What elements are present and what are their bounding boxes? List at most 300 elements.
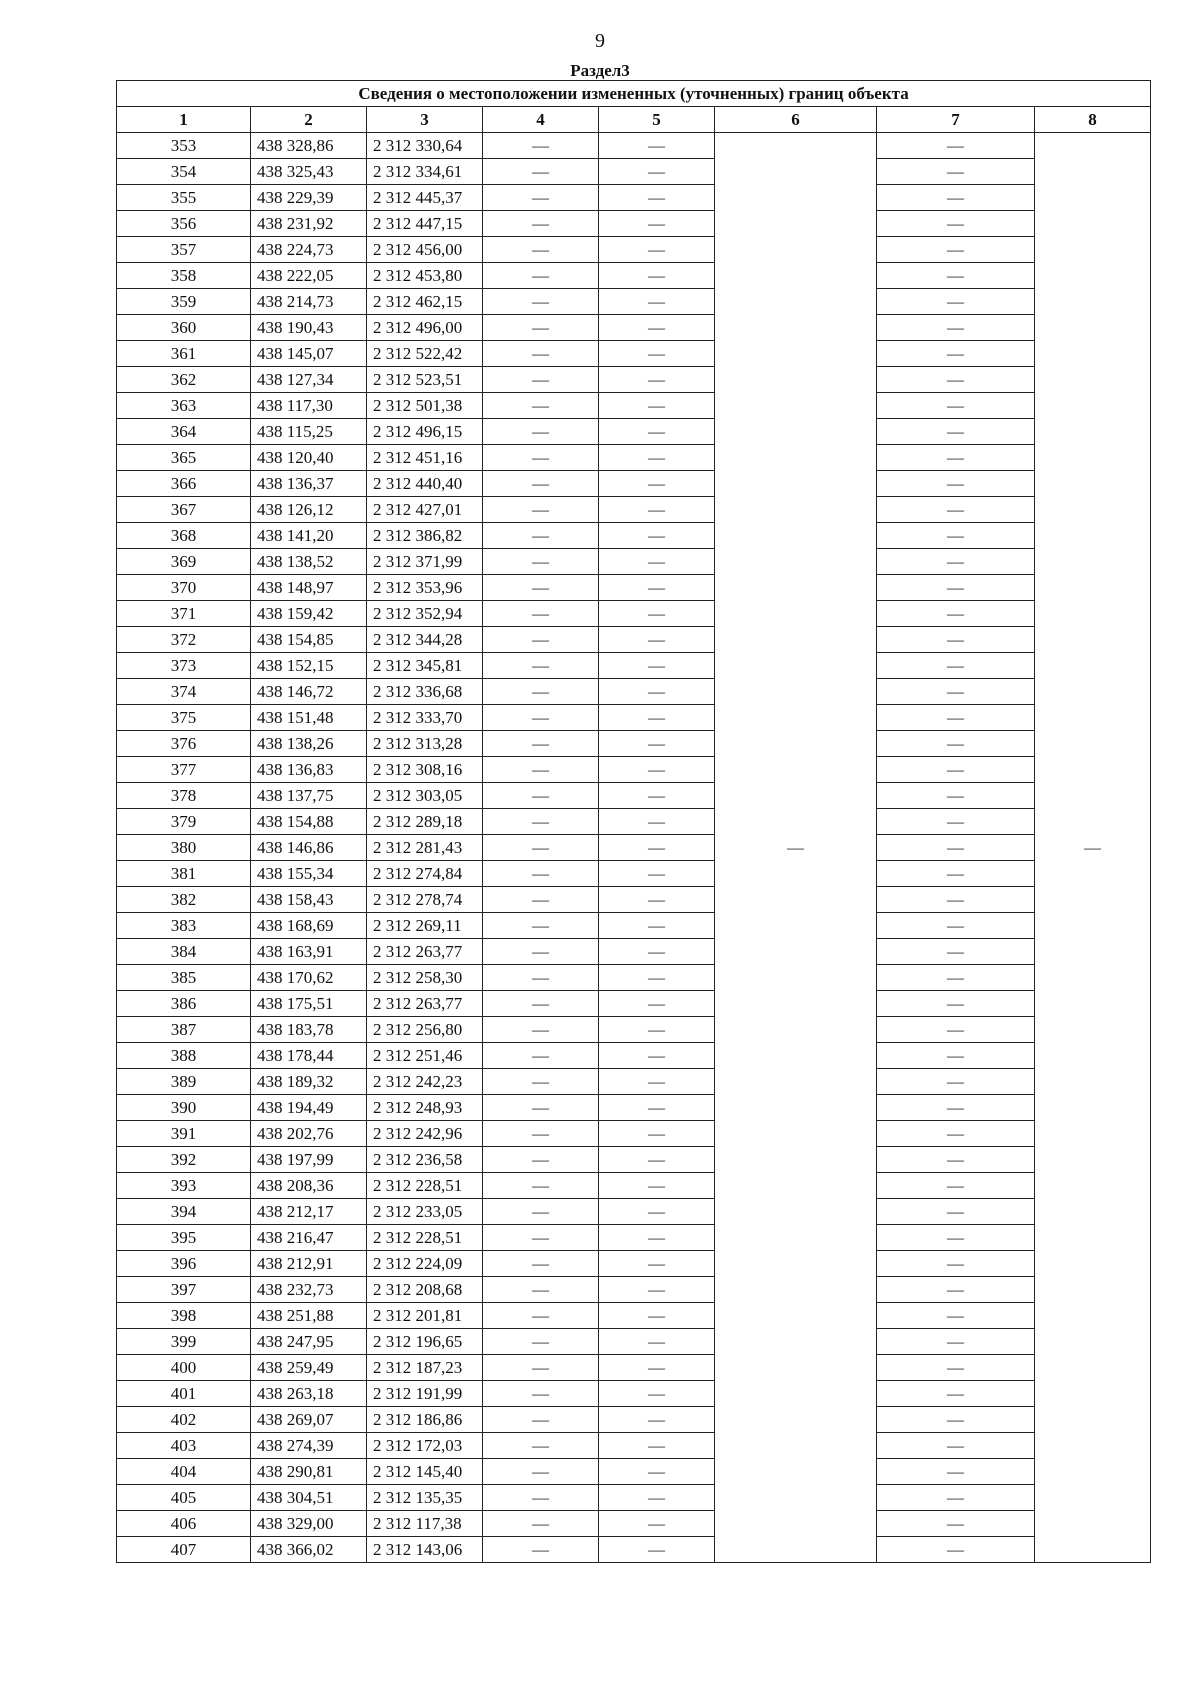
col4-cell: — — [483, 367, 599, 393]
column-header: 2 — [251, 107, 367, 133]
x-coordinate-cell: 438 197,99 — [251, 1147, 367, 1173]
y-coordinate-cell: 2 312 274,84 — [367, 861, 483, 887]
y-coordinate-cell: 2 312 135,35 — [367, 1485, 483, 1511]
table-row — [117, 835, 1151, 861]
point-number-cell: 393 — [117, 1173, 251, 1199]
table-row — [117, 1225, 1151, 1251]
col4-cell: — — [483, 211, 599, 237]
point-number-cell: 371 — [117, 601, 251, 627]
point-number-cell: 389 — [117, 1069, 251, 1095]
x-coordinate-cell: 438 168,69 — [251, 913, 367, 939]
col7-cell: — — [877, 679, 1035, 705]
col7-cell: — — [877, 1095, 1035, 1121]
point-number-cell: 377 — [117, 757, 251, 783]
table-row — [117, 237, 1151, 263]
col4-cell: — — [483, 939, 599, 965]
col5-cell: — — [599, 367, 715, 393]
col7-cell: — — [877, 939, 1035, 965]
col4-cell: — — [483, 627, 599, 653]
x-coordinate-cell: 438 159,42 — [251, 601, 367, 627]
y-coordinate-cell: 2 312 522,42 — [367, 341, 483, 367]
y-coordinate-cell: 2 312 447,15 — [367, 211, 483, 237]
col7-cell: — — [877, 1173, 1035, 1199]
col5-cell: — — [599, 1121, 715, 1147]
point-number-cell: 400 — [117, 1355, 251, 1381]
col5-cell: — — [599, 1069, 715, 1095]
col4-cell: — — [483, 965, 599, 991]
y-coordinate-cell: 2 312 196,65 — [367, 1329, 483, 1355]
col5-cell: — — [599, 1199, 715, 1225]
table-row — [117, 965, 1151, 991]
col4-cell: — — [483, 497, 599, 523]
col5-cell: — — [599, 1381, 715, 1407]
point-number-cell: 388 — [117, 1043, 251, 1069]
table-row — [117, 1459, 1151, 1485]
col4-cell: — — [483, 783, 599, 809]
point-number-cell: 385 — [117, 965, 251, 991]
col4-cell: — — [483, 289, 599, 315]
y-coordinate-cell: 2 312 228,51 — [367, 1173, 483, 1199]
table-row — [117, 809, 1151, 835]
col5-cell: — — [599, 133, 715, 159]
x-coordinate-cell: 438 163,91 — [251, 939, 367, 965]
point-number-cell: 376 — [117, 731, 251, 757]
col4-cell: — — [483, 1069, 599, 1095]
point-number-cell: 381 — [117, 861, 251, 887]
table-row — [117, 1017, 1151, 1043]
col7-cell: — — [877, 653, 1035, 679]
col7-cell: — — [877, 1511, 1035, 1537]
col5-cell: — — [599, 1537, 715, 1563]
col4-cell: — — [483, 1225, 599, 1251]
col4-cell: — — [483, 991, 599, 1017]
col7-cell: — — [877, 263, 1035, 289]
y-coordinate-cell: 2 312 496,00 — [367, 315, 483, 341]
col5-cell: — — [599, 705, 715, 731]
col4-cell: — — [483, 835, 599, 861]
y-coordinate-cell: 2 312 501,38 — [367, 393, 483, 419]
y-coordinate-cell: 2 312 236,58 — [367, 1147, 483, 1173]
point-number-cell: 365 — [117, 445, 251, 471]
point-number-cell: 356 — [117, 211, 251, 237]
y-coordinate-cell: 2 312 308,16 — [367, 757, 483, 783]
x-coordinate-cell: 438 146,72 — [251, 679, 367, 705]
col4-cell: — — [483, 1147, 599, 1173]
col5-cell: — — [599, 445, 715, 471]
table-row — [117, 1069, 1151, 1095]
col7-cell: — — [877, 757, 1035, 783]
col7-cell: — — [877, 1355, 1035, 1381]
col4-cell: — — [483, 1355, 599, 1381]
x-coordinate-cell: 438 138,26 — [251, 731, 367, 757]
col5-cell: — — [599, 991, 715, 1017]
y-coordinate-cell: 2 312 453,80 — [367, 263, 483, 289]
x-coordinate-cell: 438 274,39 — [251, 1433, 367, 1459]
table-row — [117, 913, 1151, 939]
col4-cell: — — [483, 445, 599, 471]
y-coordinate-cell: 2 312 269,11 — [367, 913, 483, 939]
column-header: 3 — [367, 107, 483, 133]
point-number-cell: 392 — [117, 1147, 251, 1173]
y-coordinate-cell: 2 312 496,15 — [367, 419, 483, 445]
y-coordinate-cell: 2 312 258,30 — [367, 965, 483, 991]
y-coordinate-cell: 2 312 242,23 — [367, 1069, 483, 1095]
col7-cell: — — [877, 1225, 1035, 1251]
col7-cell: — — [877, 1537, 1035, 1563]
col5-cell: — — [599, 237, 715, 263]
x-coordinate-cell: 438 137,75 — [251, 783, 367, 809]
col5-cell: — — [599, 861, 715, 887]
point-number-cell: 366 — [117, 471, 251, 497]
x-coordinate-cell: 438 229,39 — [251, 185, 367, 211]
column-header: 6 — [715, 107, 877, 133]
column-header: 7 — [877, 107, 1035, 133]
point-number-cell: 379 — [117, 809, 251, 835]
table-body — [117, 133, 1151, 1563]
col4-cell: — — [483, 653, 599, 679]
table-row — [117, 783, 1151, 809]
y-coordinate-cell: 2 312 456,00 — [367, 237, 483, 263]
point-number-cell: 386 — [117, 991, 251, 1017]
table-row — [117, 1043, 1151, 1069]
y-coordinate-cell: 2 312 208,68 — [367, 1277, 483, 1303]
table-row — [117, 341, 1151, 367]
point-number-cell: 405 — [117, 1485, 251, 1511]
table-row — [117, 653, 1151, 679]
col7-cell: — — [877, 913, 1035, 939]
x-coordinate-cell: 438 136,37 — [251, 471, 367, 497]
y-coordinate-cell: 2 312 334,61 — [367, 159, 483, 185]
col4-cell: — — [483, 861, 599, 887]
col7-cell: — — [877, 1381, 1035, 1407]
col5-cell: — — [599, 627, 715, 653]
y-coordinate-cell: 2 312 427,01 — [367, 497, 483, 523]
col4-cell: — — [483, 1173, 599, 1199]
x-coordinate-cell: 438 175,51 — [251, 991, 367, 1017]
point-number-cell: 355 — [117, 185, 251, 211]
col4-cell: — — [483, 1433, 599, 1459]
col4-cell: — — [483, 1121, 599, 1147]
col5-cell: — — [599, 1277, 715, 1303]
y-coordinate-cell: 2 312 371,99 — [367, 549, 483, 575]
col7-cell: — — [877, 393, 1035, 419]
y-coordinate-cell: 2 312 523,51 — [367, 367, 483, 393]
y-coordinate-cell: 2 312 330,64 — [367, 133, 483, 159]
col4-cell: — — [483, 1277, 599, 1303]
col7-cell: — — [877, 1069, 1035, 1095]
table-row — [117, 133, 1151, 159]
y-coordinate-cell: 2 312 187,23 — [367, 1355, 483, 1381]
point-number-cell: 390 — [117, 1095, 251, 1121]
col4-cell: — — [483, 887, 599, 913]
point-number-cell: 363 — [117, 393, 251, 419]
col7-cell: — — [877, 445, 1035, 471]
col7-cell: — — [877, 575, 1035, 601]
table-row — [117, 1433, 1151, 1459]
point-number-cell: 367 — [117, 497, 251, 523]
table-row — [117, 445, 1151, 471]
col5-cell: — — [599, 679, 715, 705]
point-number-cell: 387 — [117, 1017, 251, 1043]
table-row — [117, 185, 1151, 211]
point-number-cell: 361 — [117, 341, 251, 367]
table-row — [117, 627, 1151, 653]
col7-cell: — — [877, 887, 1035, 913]
x-coordinate-cell: 438 251,88 — [251, 1303, 367, 1329]
y-coordinate-cell: 2 312 191,99 — [367, 1381, 483, 1407]
col7-cell: — — [877, 341, 1035, 367]
table-row — [117, 211, 1151, 237]
col7-cell: — — [877, 601, 1035, 627]
point-number-cell: 402 — [117, 1407, 251, 1433]
table-row — [117, 315, 1151, 341]
table-row — [117, 1277, 1151, 1303]
col4-cell: — — [483, 263, 599, 289]
y-coordinate-cell: 2 312 353,96 — [367, 575, 483, 601]
col5-cell: — — [599, 1095, 715, 1121]
table-row — [117, 1511, 1151, 1537]
col5-cell: — — [599, 835, 715, 861]
table-row — [117, 523, 1151, 549]
table-row — [117, 1147, 1151, 1173]
boundary-coordinates-table — [116, 80, 1151, 1563]
col4-cell: — — [483, 913, 599, 939]
point-number-cell: 396 — [117, 1251, 251, 1277]
x-coordinate-cell: 438 115,25 — [251, 419, 367, 445]
col4-cell: — — [483, 393, 599, 419]
col7-cell: — — [877, 809, 1035, 835]
col5-cell: — — [599, 263, 715, 289]
x-coordinate-cell: 438 152,15 — [251, 653, 367, 679]
col5-cell: — — [599, 939, 715, 965]
col5-cell: — — [599, 497, 715, 523]
col7-cell: — — [877, 705, 1035, 731]
table-row — [117, 1199, 1151, 1225]
col5-cell: — — [599, 523, 715, 549]
y-coordinate-cell: 2 312 263,77 — [367, 991, 483, 1017]
col4-cell: — — [483, 471, 599, 497]
col4-cell: — — [483, 1407, 599, 1433]
x-coordinate-cell: 438 214,73 — [251, 289, 367, 315]
x-coordinate-cell: 438 224,73 — [251, 237, 367, 263]
table-row — [117, 263, 1151, 289]
col4-cell: — — [483, 341, 599, 367]
x-coordinate-cell: 438 216,47 — [251, 1225, 367, 1251]
col5-cell: — — [599, 1043, 715, 1069]
col7-cell: — — [877, 1199, 1035, 1225]
y-coordinate-cell: 2 312 345,81 — [367, 653, 483, 679]
y-coordinate-cell: 2 312 201,81 — [367, 1303, 483, 1329]
y-coordinate-cell: 2 312 145,40 — [367, 1459, 483, 1485]
table-row — [117, 367, 1151, 393]
col4-cell: — — [483, 549, 599, 575]
y-coordinate-cell: 2 312 172,03 — [367, 1433, 483, 1459]
y-coordinate-cell: 2 312 451,16 — [367, 445, 483, 471]
col4-cell: — — [483, 185, 599, 211]
col5-cell: — — [599, 913, 715, 939]
table-row — [117, 1355, 1151, 1381]
page-number: 9 — [595, 30, 605, 52]
y-coordinate-cell: 2 312 224,09 — [367, 1251, 483, 1277]
point-number-cell: 407 — [117, 1537, 251, 1563]
x-coordinate-cell: 438 127,34 — [251, 367, 367, 393]
col7-cell: — — [877, 1277, 1035, 1303]
x-coordinate-cell: 438 366,02 — [251, 1537, 367, 1563]
col4-cell: — — [483, 419, 599, 445]
table-row — [117, 939, 1151, 965]
col7-cell: — — [877, 185, 1035, 211]
col7-cell: — — [877, 1043, 1035, 1069]
col7-cell: — — [877, 237, 1035, 263]
table-row — [117, 757, 1151, 783]
column-header: 1 — [117, 107, 251, 133]
x-coordinate-cell: 438 190,43 — [251, 315, 367, 341]
column-header: 4 — [483, 107, 599, 133]
col7-cell: — — [877, 1485, 1035, 1511]
col7-cell: — — [877, 419, 1035, 445]
point-number-cell: 353 — [117, 133, 251, 159]
col7-cell: — — [877, 1329, 1035, 1355]
x-coordinate-cell: 438 202,76 — [251, 1121, 367, 1147]
col5-cell: — — [599, 159, 715, 185]
col7-cell: — — [877, 965, 1035, 991]
col5-cell: — — [599, 549, 715, 575]
col7-cell: — — [877, 835, 1035, 861]
col4-cell: — — [483, 1095, 599, 1121]
point-number-cell: 372 — [117, 627, 251, 653]
y-coordinate-cell: 2 312 278,74 — [367, 887, 483, 913]
point-number-cell: 380 — [117, 835, 251, 861]
x-coordinate-cell: 438 178,44 — [251, 1043, 367, 1069]
y-coordinate-cell: 2 312 313,28 — [367, 731, 483, 757]
table-row — [117, 159, 1151, 185]
y-coordinate-cell: 2 312 344,28 — [367, 627, 483, 653]
col4-cell: — — [483, 1303, 599, 1329]
y-coordinate-cell: 2 312 256,80 — [367, 1017, 483, 1043]
col5-cell: — — [599, 887, 715, 913]
col4-cell: — — [483, 1043, 599, 1069]
col5-cell: — — [599, 419, 715, 445]
x-coordinate-cell: 438 126,12 — [251, 497, 367, 523]
col5-cell: — — [599, 185, 715, 211]
y-coordinate-cell: 2 312 117,38 — [367, 1511, 483, 1537]
column-header: 8 — [1035, 107, 1151, 133]
point-number-cell: 406 — [117, 1511, 251, 1537]
table-row — [117, 549, 1151, 575]
table-caption: Сведения о местоположении измененных (уточненных) границ объекта — [117, 81, 1151, 107]
col7-cell: — — [877, 861, 1035, 887]
point-number-cell: 403 — [117, 1433, 251, 1459]
point-number-cell: 401 — [117, 1381, 251, 1407]
x-coordinate-cell: 438 290,81 — [251, 1459, 367, 1485]
col4-cell: — — [483, 757, 599, 783]
col4-cell: — — [483, 1329, 599, 1355]
col5-cell: — — [599, 1433, 715, 1459]
y-coordinate-cell: 2 312 386,82 — [367, 523, 483, 549]
x-coordinate-cell: 438 247,95 — [251, 1329, 367, 1355]
table-row — [117, 1303, 1151, 1329]
point-number-cell: 368 — [117, 523, 251, 549]
col5-cell: — — [599, 1173, 715, 1199]
col5-cell: — — [599, 1225, 715, 1251]
y-coordinate-cell: 2 312 445,37 — [367, 185, 483, 211]
x-coordinate-cell: 438 117,30 — [251, 393, 367, 419]
col7-cell: — — [877, 1017, 1035, 1043]
table-row — [117, 1537, 1151, 1563]
point-number-cell: 373 — [117, 653, 251, 679]
point-number-cell: 369 — [117, 549, 251, 575]
col7-cell: — — [877, 1147, 1035, 1173]
x-coordinate-cell: 438 148,97 — [251, 575, 367, 601]
x-coordinate-cell: 438 325,43 — [251, 159, 367, 185]
x-coordinate-cell: 438 259,49 — [251, 1355, 367, 1381]
col5-cell: — — [599, 393, 715, 419]
col4-cell: — — [483, 159, 599, 185]
col5-cell: — — [599, 1407, 715, 1433]
table-row — [117, 497, 1151, 523]
col8-merged-cell: — — [1035, 133, 1151, 1563]
col7-cell: — — [877, 731, 1035, 757]
x-coordinate-cell: 438 329,00 — [251, 1511, 367, 1537]
col7-cell: — — [877, 471, 1035, 497]
point-number-cell: 359 — [117, 289, 251, 315]
col7-cell: — — [877, 497, 1035, 523]
y-coordinate-cell: 2 312 251,46 — [367, 1043, 483, 1069]
col4-cell: — — [483, 523, 599, 549]
col4-cell: — — [483, 315, 599, 341]
point-number-cell: 397 — [117, 1277, 251, 1303]
x-coordinate-cell: 438 155,34 — [251, 861, 367, 887]
x-coordinate-cell: 438 212,17 — [251, 1199, 367, 1225]
table-row — [117, 419, 1151, 445]
x-coordinate-cell: 438 158,43 — [251, 887, 367, 913]
col4-cell: — — [483, 133, 599, 159]
col7-cell: — — [877, 1407, 1035, 1433]
col5-cell: — — [599, 289, 715, 315]
point-number-cell: 360 — [117, 315, 251, 341]
y-coordinate-cell: 2 312 289,18 — [367, 809, 483, 835]
x-coordinate-cell: 438 263,18 — [251, 1381, 367, 1407]
col4-cell: — — [483, 575, 599, 601]
x-coordinate-cell: 438 141,20 — [251, 523, 367, 549]
x-coordinate-cell: 438 194,49 — [251, 1095, 367, 1121]
col5-cell: — — [599, 731, 715, 757]
col7-cell: — — [877, 1303, 1035, 1329]
table-row — [117, 887, 1151, 913]
col5-cell: — — [599, 601, 715, 627]
y-coordinate-cell: 2 312 352,94 — [367, 601, 483, 627]
col7-cell: — — [877, 367, 1035, 393]
table-row — [117, 991, 1151, 1017]
table-row — [117, 393, 1151, 419]
col7-cell: — — [877, 289, 1035, 315]
col5-cell: — — [599, 965, 715, 991]
x-coordinate-cell: 438 154,85 — [251, 627, 367, 653]
table-row — [117, 679, 1151, 705]
col4-cell: — — [483, 731, 599, 757]
section-title: Раздел3 — [570, 61, 630, 80]
x-coordinate-cell: 438 154,88 — [251, 809, 367, 835]
col5-cell: — — [599, 1355, 715, 1381]
col4-cell: — — [483, 1537, 599, 1563]
col4-cell: — — [483, 1459, 599, 1485]
point-number-cell: 395 — [117, 1225, 251, 1251]
table-row — [117, 1329, 1151, 1355]
col7-cell: — — [877, 133, 1035, 159]
point-number-cell: 398 — [117, 1303, 251, 1329]
col7-cell: — — [877, 315, 1035, 341]
table-row — [117, 289, 1151, 315]
